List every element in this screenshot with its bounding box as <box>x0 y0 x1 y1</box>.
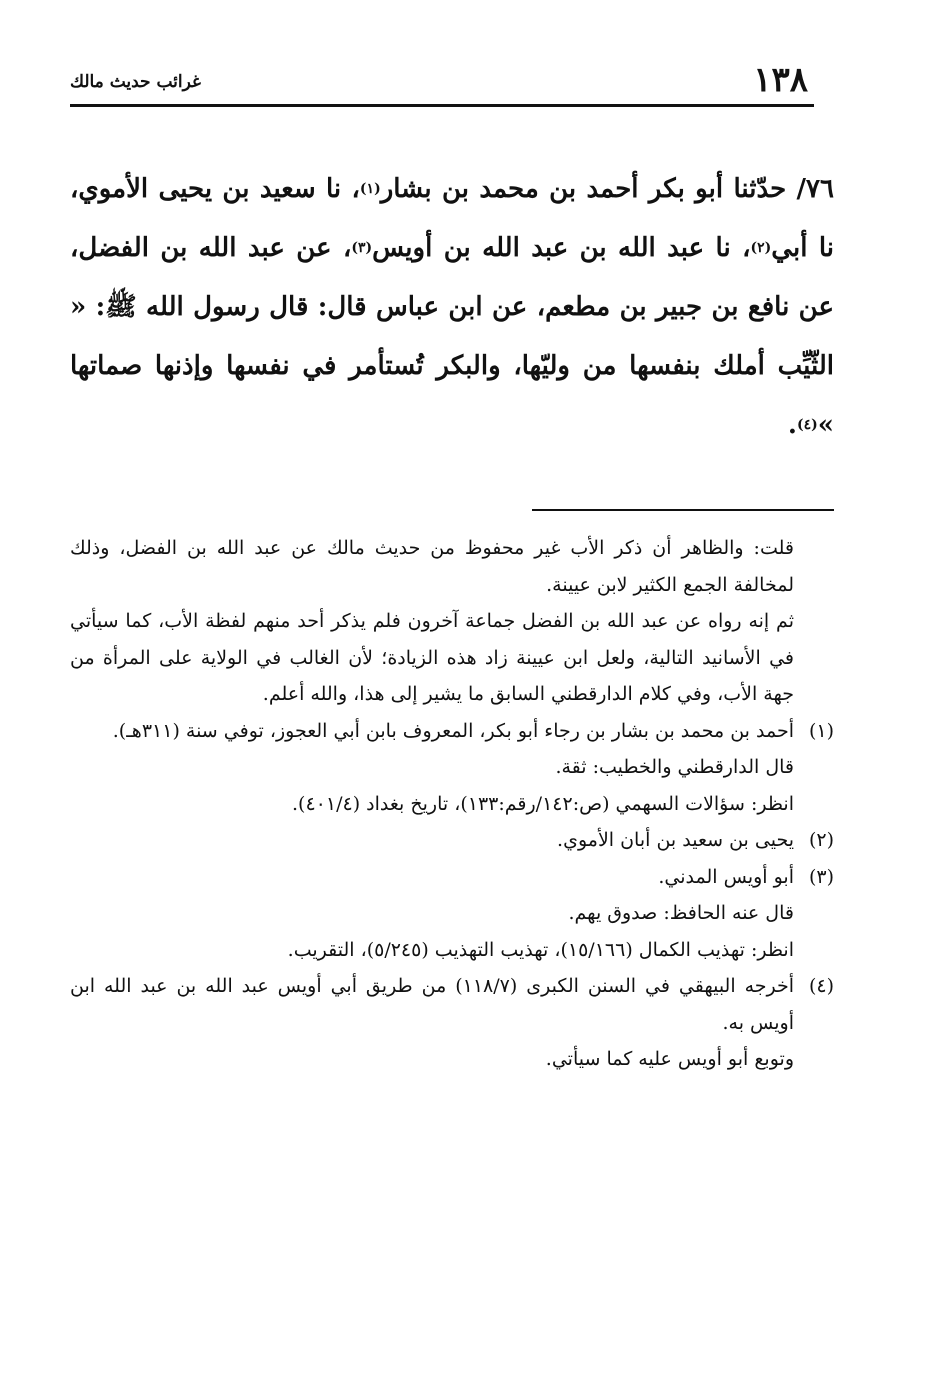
footnote-2-text: يحيى بن سعيد بن أبان الأموي. <box>557 829 794 851</box>
footnote-2-number: (٢) <box>808 829 834 851</box>
isnad-part-2: ، نا سعيد بن يحيى الأموي، نا أبي <box>70 174 834 263</box>
isnad-part-4: ، عن عبد الله بن الفضل، عن نافع بن جبير بن مطعم، عن ابن عباس قال: قال رسول الله ﷺ: <box>70 233 834 322</box>
footnote-4 <box>70 968 834 1041</box>
footnote-4-line-2: وتوبع أبو أويس عليه كما سيأتي. <box>545 1048 794 1070</box>
footnote-3-line-3: انظر: تهذيب الكمال (١٥/١٦٦)، تهذيب التهذيب (٥/٢٤٥)، التقريب. <box>287 938 794 961</box>
footnote-2 <box>70 822 834 859</box>
footnote-3 <box>70 859 834 896</box>
footnote-ref-3[interactable]: (٣) <box>351 240 373 256</box>
footnote-1 <box>70 713 834 750</box>
footnote-1-text: أحمد بن محمد بن بشار بن رجاء أبو بكر، المعروف بابن أبي العجوز، توفي سنة (٣١١هـ). <box>112 719 794 742</box>
running-head <box>70 60 814 100</box>
footnote-ref-4[interactable]: (٤) <box>796 417 818 433</box>
hadith-end: . <box>787 410 797 440</box>
hadith-paragraph <box>70 160 834 455</box>
footnote-3-text: أبو أويس المدني. <box>658 865 794 888</box>
footnote-rule <box>532 509 834 511</box>
footnote-3-line-2: قال عنه الحافظ: صدوق يهم. <box>568 902 794 924</box>
hadith-matn: « الثّيِّب أملك بنفسها من وليّها، والبكر تُستأمر في نفسها وإذنها صماتها » <box>70 292 834 440</box>
haddathana-word: حدّثنا <box>733 174 787 204</box>
footnote-ref-2[interactable]: (٢) <box>750 240 772 256</box>
hadith-number: ٧٦/ <box>796 174 834 204</box>
footnote-3-number: (٣) <box>808 865 834 888</box>
footnote-1-line-2: قال الدارقطني والخطيب: ثقة. <box>555 756 794 778</box>
footnote-4-text: أخرجه البيهقي في السنن الكبرى (١١٨/٧) من طريق أبي أويس عبد الله بن عبد الله ابن أويس به. <box>70 975 795 1034</box>
footnotes <box>70 530 834 1078</box>
footnote-ref-1[interactable]: (١) <box>359 181 381 197</box>
hadith-text <box>70 160 834 455</box>
comment-paragraph-1: قلت: والظاهر أن ذكر الأب غير محفوظ من حديث مالك عن عبد الله بن الفضل، وذلك لمخالفة الجمع الكثير لابن عيينة. <box>70 537 794 596</box>
isnad-part-1: أبو بكر أحمد بن محمد بن بشار <box>380 174 734 204</box>
comment-paragraph-2: ثم إنه رواه عن عبد الله بن الفضل جماعة آخرون فلم يذكر أحد منهم لفظة الأب، كما سيأتي في الأسانيد التالية، ولعل ابن عيينة زاد هذه الزيادة؛ لأن الغالب في الولاية على المرأة من جهة الأب، وفي كلام الدارقطني السابق ما يشير إلى هذا، والله أعلم. <box>70 610 794 705</box>
header-rule <box>70 104 814 107</box>
footnote-4-number: (٤) <box>808 975 834 997</box>
isnad-part-3: ، نا عبد الله بن عبد الله بن أويس <box>372 233 751 263</box>
book-title: غرائب حديث مالك <box>70 72 201 92</box>
footnote-1-line-3: انظر: سؤالات السهمي (ص:١٤٢/رقم:١٣٣)، تاريخ بغداد (٤٠١/٤). <box>292 792 794 815</box>
page-number: ١٣٨ <box>753 60 808 100</box>
footnote-1-number: (١) <box>808 719 834 742</box>
